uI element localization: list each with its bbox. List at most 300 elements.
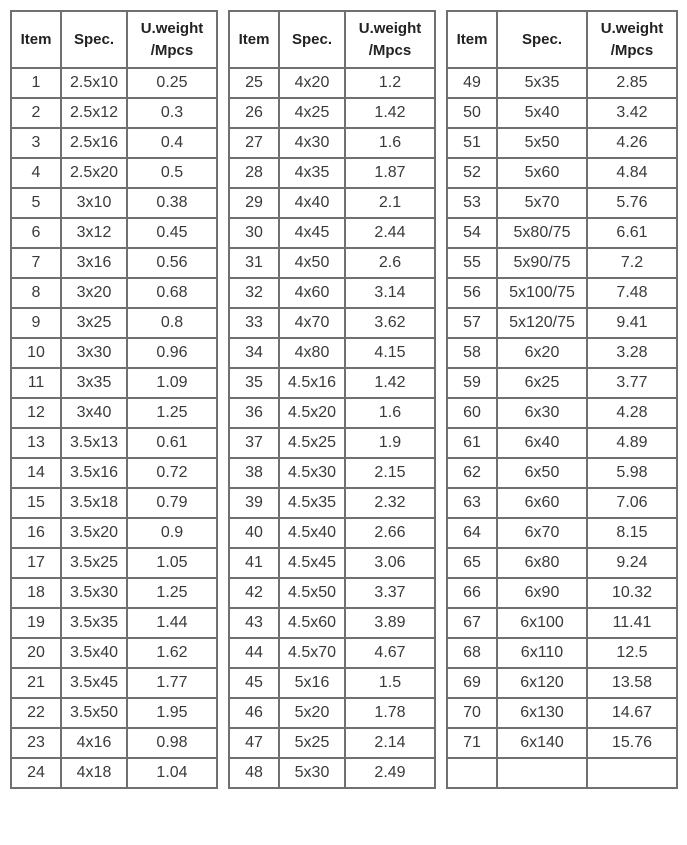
item-cell: 56 — [447, 278, 497, 308]
spec-cell: 6x90 — [497, 578, 587, 608]
spec-cell: 4.5x70 — [279, 638, 345, 668]
table-row — [447, 608, 677, 638]
spec-cell: 6x25 — [497, 368, 587, 398]
weight-cell: 9.41 — [587, 308, 677, 338]
table-row — [229, 188, 435, 218]
weight-cell: 1.44 — [127, 608, 217, 638]
spec-table-panel-2 — [228, 10, 436, 789]
table-row — [447, 668, 677, 698]
item-cell: 44 — [229, 638, 279, 668]
table-row — [11, 758, 217, 788]
spec-cell: 5x25 — [279, 728, 345, 758]
spec-cell: 2.5x10 — [61, 68, 127, 98]
spec-cell: 6x50 — [497, 458, 587, 488]
weight-cell: 2.32 — [345, 488, 435, 518]
table-row — [11, 248, 217, 278]
weight-cell: 1.77 — [127, 668, 217, 698]
weight-cell: 0.56 — [127, 248, 217, 278]
weight-header-line1: U.weight — [140, 19, 204, 37]
table-row — [229, 728, 435, 758]
weight-cell: 2.15 — [345, 458, 435, 488]
item-cell: 52 — [447, 158, 497, 188]
item-cell: 70 — [447, 698, 497, 728]
table-header-row — [447, 11, 677, 68]
spec-cell: 3x16 — [61, 248, 127, 278]
spec-cell: 4x45 — [279, 218, 345, 248]
table-row — [11, 638, 217, 668]
weight-cell: 15.76 — [587, 728, 677, 758]
table-row — [447, 98, 677, 128]
item-cell: 61 — [447, 428, 497, 458]
table-header-row — [229, 11, 435, 68]
table-row — [229, 578, 435, 608]
weight-cell: 11.41 — [587, 608, 677, 638]
table-row — [229, 608, 435, 638]
weight-cell: 1.05 — [127, 548, 217, 578]
spec-cell: 6x40 — [497, 428, 587, 458]
item-cell: 63 — [447, 488, 497, 518]
item-cell: 43 — [229, 608, 279, 638]
spec-cell: 5x120/75 — [497, 308, 587, 338]
weight-cell: 5.76 — [587, 188, 677, 218]
item-cell: 27 — [229, 128, 279, 158]
weight-cell: 2.6 — [345, 248, 435, 278]
table-row — [447, 578, 677, 608]
item-cell: 53 — [447, 188, 497, 218]
spec-column-header: Spec. — [61, 11, 127, 68]
item-cell: 51 — [447, 128, 497, 158]
item-cell: 60 — [447, 398, 497, 428]
weight-cell: 0.68 — [127, 278, 217, 308]
spec-cell: 5x40 — [497, 98, 587, 128]
weight-cell: 1.95 — [127, 698, 217, 728]
spec-cell: 2.5x16 — [61, 128, 127, 158]
weight-cell: 0.96 — [127, 338, 217, 368]
table-row — [229, 308, 435, 338]
table-row — [11, 278, 217, 308]
spec-cell: 3x12 — [61, 218, 127, 248]
weight-cell: 0.5 — [127, 158, 217, 188]
item-cell: 62 — [447, 458, 497, 488]
weight-cell: 1.78 — [345, 698, 435, 728]
spec-cell: 4x25 — [279, 98, 345, 128]
table-body — [229, 68, 435, 788]
weight-cell: 3.62 — [345, 308, 435, 338]
spec-cell: 3.5x16 — [61, 458, 127, 488]
table-row — [447, 248, 677, 278]
spec-cell: 6x110 — [497, 638, 587, 668]
weight-cell: 5.98 — [587, 458, 677, 488]
spec-cell: 3.5x45 — [61, 668, 127, 698]
item-cell: 8 — [11, 278, 61, 308]
spec-cell: 4.5x45 — [279, 548, 345, 578]
spec-cell: 5x100/75 — [497, 278, 587, 308]
weight-cell: 0.9 — [127, 518, 217, 548]
item-cell: 19 — [11, 608, 61, 638]
item-cell: 2 — [11, 98, 61, 128]
weight-cell: 1.25 — [127, 578, 217, 608]
table-row — [447, 188, 677, 218]
item-cell: 30 — [229, 218, 279, 248]
table-row — [11, 398, 217, 428]
spec-cell: 5x20 — [279, 698, 345, 728]
table-row — [229, 98, 435, 128]
spec-cell: 4x60 — [279, 278, 345, 308]
table-row — [447, 158, 677, 188]
spec-cell: 4x35 — [279, 158, 345, 188]
weight-cell: 2.66 — [345, 518, 435, 548]
weight-cell: 1.6 — [345, 128, 435, 158]
item-cell: 41 — [229, 548, 279, 578]
weight-header-line2: /Mpcs — [368, 41, 412, 59]
table-row — [11, 608, 217, 638]
weight-cell: 14.67 — [587, 698, 677, 728]
weight-cell: 3.06 — [345, 548, 435, 578]
item-column-header: Item — [11, 11, 61, 68]
item-cell: 65 — [447, 548, 497, 578]
weight-cell: 0.98 — [127, 728, 217, 758]
table-row — [11, 308, 217, 338]
weight-cell: 1.2 — [345, 68, 435, 98]
table-row — [11, 98, 217, 128]
weight-cell: 10.32 — [587, 578, 677, 608]
spec-cell: 4x30 — [279, 128, 345, 158]
table-row — [11, 728, 217, 758]
table-row — [447, 428, 677, 458]
item-cell: 15 — [11, 488, 61, 518]
item-cell: 29 — [229, 188, 279, 218]
item-cell: 25 — [229, 68, 279, 98]
item-cell: 16 — [11, 518, 61, 548]
item-cell: 50 — [447, 98, 497, 128]
item-cell: 20 — [11, 638, 61, 668]
spec-cell: 4.5x30 — [279, 458, 345, 488]
item-cell: 55 — [447, 248, 497, 278]
table-row — [11, 218, 217, 248]
spec-cell: 2.5x12 — [61, 98, 127, 128]
table-row — [447, 458, 677, 488]
weight-cell: 3.42 — [587, 98, 677, 128]
weight-cell: 3.77 — [587, 368, 677, 398]
weight-header-line1: U.weight — [358, 19, 422, 37]
weight-header-line1: U.weight — [600, 19, 664, 37]
item-cell: 32 — [229, 278, 279, 308]
item-cell: 42 — [229, 578, 279, 608]
spec-cell: 6x140 — [497, 728, 587, 758]
table-row — [229, 698, 435, 728]
item-cell: 47 — [229, 728, 279, 758]
spec-cell: 4x70 — [279, 308, 345, 338]
item-cell: 54 — [447, 218, 497, 248]
item-cell: 35 — [229, 368, 279, 398]
spec-cell: 2.5x20 — [61, 158, 127, 188]
table-row — [11, 338, 217, 368]
item-column-header: Item — [229, 11, 279, 68]
table-header-row — [11, 11, 217, 68]
weight-cell: 8.15 — [587, 518, 677, 548]
item-cell: 18 — [11, 578, 61, 608]
item-cell: 10 — [11, 338, 61, 368]
item-cell: 14 — [11, 458, 61, 488]
spec-cell: 4.5x25 — [279, 428, 345, 458]
table-row — [229, 368, 435, 398]
item-cell: 26 — [229, 98, 279, 128]
weight-cell: 1.87 — [345, 158, 435, 188]
weight-cell: 0.72 — [127, 458, 217, 488]
weight-header-line2: /Mpcs — [610, 41, 654, 59]
table-row — [447, 488, 677, 518]
spec-cell: 3x10 — [61, 188, 127, 218]
item-cell: 71 — [447, 728, 497, 758]
weight-cell: 2.44 — [345, 218, 435, 248]
spec-cell: 5x30 — [279, 758, 345, 788]
spec-cell: 6x30 — [497, 398, 587, 428]
table-row — [11, 578, 217, 608]
table-row — [11, 368, 217, 398]
table-row — [447, 368, 677, 398]
weight-cell: 7.2 — [587, 248, 677, 278]
item-cell: 34 — [229, 338, 279, 368]
weight-cell: 9.24 — [587, 548, 677, 578]
item-cell: 28 — [229, 158, 279, 188]
weight-cell: 0.79 — [127, 488, 217, 518]
table-row — [229, 638, 435, 668]
weight-cell: 7.48 — [587, 278, 677, 308]
item-cell: 69 — [447, 668, 497, 698]
table-row — [11, 548, 217, 578]
table-row — [447, 218, 677, 248]
item-cell: 66 — [447, 578, 497, 608]
table-row — [447, 278, 677, 308]
table-row — [229, 218, 435, 248]
weight-cell: 2.1 — [345, 188, 435, 218]
spec-cell: 3.5x20 — [61, 518, 127, 548]
table-row — [447, 308, 677, 338]
spec-cell: 6x130 — [497, 698, 587, 728]
item-cell: 23 — [11, 728, 61, 758]
table-row — [229, 248, 435, 278]
weight-column-header — [127, 11, 217, 68]
spec-cell: 6x120 — [497, 668, 587, 698]
item-cell: 57 — [447, 308, 497, 338]
item-cell: 64 — [447, 518, 497, 548]
weight-column-header — [587, 11, 677, 68]
spec-cell: 3.5x50 — [61, 698, 127, 728]
item-cell: 6 — [11, 218, 61, 248]
spec-cell: 3.5x25 — [61, 548, 127, 578]
spec-cell: 6x80 — [497, 548, 587, 578]
item-cell: 39 — [229, 488, 279, 518]
spec-cell: 4x18 — [61, 758, 127, 788]
weight-cell: 7.06 — [587, 488, 677, 518]
spec-cell: 5x80/75 — [497, 218, 587, 248]
spec-cell: 5x60 — [497, 158, 587, 188]
spec-cell: 4x20 — [279, 68, 345, 98]
weight-cell: 1.04 — [127, 758, 217, 788]
item-cell: 7 — [11, 248, 61, 278]
spec-cell: 4.5x35 — [279, 488, 345, 518]
table-row — [229, 398, 435, 428]
spec-cell: 4x40 — [279, 188, 345, 218]
weight-cell: 4.67 — [345, 638, 435, 668]
spec-cell — [497, 758, 587, 788]
item-cell: 24 — [11, 758, 61, 788]
weight-cell: 2.49 — [345, 758, 435, 788]
item-cell: 21 — [11, 668, 61, 698]
table-row — [229, 518, 435, 548]
spec-cell: 4x50 — [279, 248, 345, 278]
weight-cell: 0.8 — [127, 308, 217, 338]
table-row — [447, 698, 677, 728]
table-row — [229, 128, 435, 158]
table-row — [447, 128, 677, 158]
spec-cell: 4.5x16 — [279, 368, 345, 398]
table-row — [229, 428, 435, 458]
weight-cell: 0.25 — [127, 68, 217, 98]
spec-cell: 5x70 — [497, 188, 587, 218]
spec-cell: 6x70 — [497, 518, 587, 548]
spec-cell: 3x35 — [61, 368, 127, 398]
item-cell: 48 — [229, 758, 279, 788]
weight-cell — [587, 758, 677, 788]
table-row — [447, 398, 677, 428]
weight-cell: 0.61 — [127, 428, 217, 458]
weight-cell: 3.89 — [345, 608, 435, 638]
item-cell: 49 — [447, 68, 497, 98]
weight-header-line2: /Mpcs — [150, 41, 194, 59]
item-column-header: Item — [447, 11, 497, 68]
table-row — [11, 428, 217, 458]
spec-cell: 6x60 — [497, 488, 587, 518]
weight-cell: 3.14 — [345, 278, 435, 308]
table-row — [447, 68, 677, 98]
weight-cell: 2.14 — [345, 728, 435, 758]
spec-cell: 3x30 — [61, 338, 127, 368]
item-cell: 37 — [229, 428, 279, 458]
spec-cell: 6x100 — [497, 608, 587, 638]
spec-table-panel-1 — [10, 10, 218, 789]
table-row — [11, 488, 217, 518]
table-row — [11, 458, 217, 488]
item-cell: 12 — [11, 398, 61, 428]
weight-cell: 1.25 — [127, 398, 217, 428]
spec-cell: 3.5x35 — [61, 608, 127, 638]
spec-cell: 4x80 — [279, 338, 345, 368]
weight-cell: 2.85 — [587, 68, 677, 98]
spec-cell: 4.5x40 — [279, 518, 345, 548]
spec-cell: 6x20 — [497, 338, 587, 368]
table-row — [229, 278, 435, 308]
table-row — [229, 548, 435, 578]
spec-cell: 3.5x18 — [61, 488, 127, 518]
table-row — [447, 758, 677, 788]
table-row — [11, 518, 217, 548]
table-row — [229, 158, 435, 188]
weight-cell: 4.84 — [587, 158, 677, 188]
table-row — [11, 668, 217, 698]
table-row — [447, 518, 677, 548]
item-cell: 17 — [11, 548, 61, 578]
weight-cell: 12.5 — [587, 638, 677, 668]
table-row — [11, 128, 217, 158]
weight-cell: 4.89 — [587, 428, 677, 458]
spec-cell: 3.5x40 — [61, 638, 127, 668]
item-cell: 22 — [11, 698, 61, 728]
spec-cell: 3x40 — [61, 398, 127, 428]
item-cell: 3 — [11, 128, 61, 158]
item-cell: 33 — [229, 308, 279, 338]
item-cell: 38 — [229, 458, 279, 488]
item-cell: 68 — [447, 638, 497, 668]
weight-cell: 0.4 — [127, 128, 217, 158]
weight-cell: 3.37 — [345, 578, 435, 608]
item-cell: 5 — [11, 188, 61, 218]
spec-cell: 4x16 — [61, 728, 127, 758]
weight-cell: 0.38 — [127, 188, 217, 218]
item-cell: 45 — [229, 668, 279, 698]
table-row — [229, 338, 435, 368]
weight-cell: 1.6 — [345, 398, 435, 428]
spec-cell: 5x50 — [497, 128, 587, 158]
weight-cell: 0.3 — [127, 98, 217, 128]
item-cell — [447, 758, 497, 788]
spec-cell: 5x35 — [497, 68, 587, 98]
table-body — [447, 68, 677, 788]
table-body — [11, 68, 217, 788]
table-row — [11, 68, 217, 98]
item-cell: 11 — [11, 368, 61, 398]
weight-cell: 13.58 — [587, 668, 677, 698]
item-cell: 40 — [229, 518, 279, 548]
weight-cell: 6.61 — [587, 218, 677, 248]
spec-cell: 4.5x50 — [279, 578, 345, 608]
item-cell: 59 — [447, 368, 497, 398]
spec-cell: 5x16 — [279, 668, 345, 698]
table-row — [447, 728, 677, 758]
table-row — [11, 188, 217, 218]
weight-cell: 3.28 — [587, 338, 677, 368]
spec-cell: 3x25 — [61, 308, 127, 338]
item-cell: 4 — [11, 158, 61, 188]
table-row — [447, 548, 677, 578]
weight-cell: 4.26 — [587, 128, 677, 158]
spec-cell: 5x90/75 — [497, 248, 587, 278]
item-cell: 9 — [11, 308, 61, 338]
spec-cell: 3.5x30 — [61, 578, 127, 608]
table-row — [229, 68, 435, 98]
item-cell: 13 — [11, 428, 61, 458]
item-cell: 67 — [447, 608, 497, 638]
item-cell: 58 — [447, 338, 497, 368]
weight-cell: 1.09 — [127, 368, 217, 398]
item-cell: 36 — [229, 398, 279, 428]
weight-cell: 4.28 — [587, 398, 677, 428]
spec-cell: 3x20 — [61, 278, 127, 308]
item-cell: 46 — [229, 698, 279, 728]
spec-column-header: Spec. — [497, 11, 587, 68]
item-cell: 1 — [11, 68, 61, 98]
table-row — [229, 668, 435, 698]
weight-cell: 1.5 — [345, 668, 435, 698]
table-row — [447, 338, 677, 368]
weight-column-header — [345, 11, 435, 68]
weight-cell: 1.62 — [127, 638, 217, 668]
spec-table-panel-3 — [446, 10, 678, 789]
table-row — [229, 458, 435, 488]
weight-cell: 4.15 — [345, 338, 435, 368]
spec-cell: 4.5x20 — [279, 398, 345, 428]
weight-cell: 0.45 — [127, 218, 217, 248]
